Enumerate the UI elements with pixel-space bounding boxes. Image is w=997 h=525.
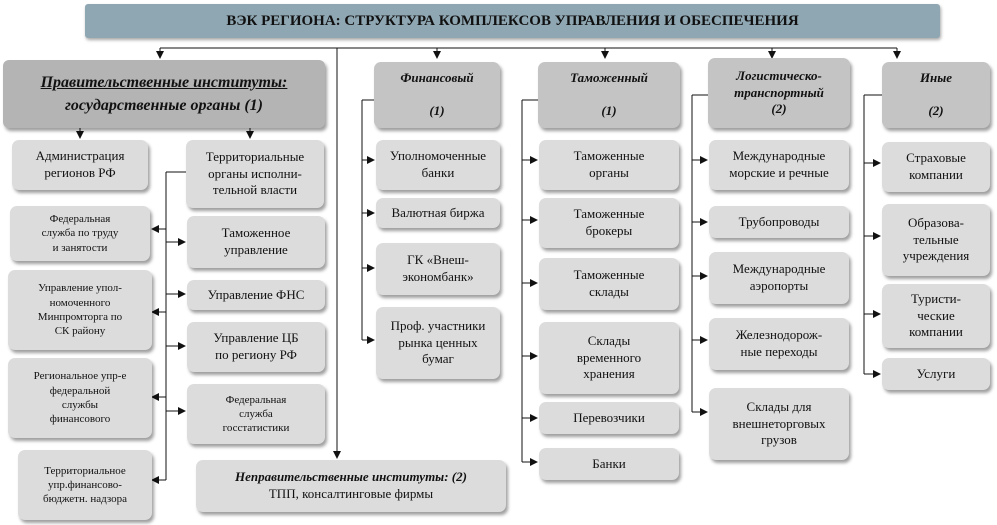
financial-item: Проф. участники рынка ценных бумаг [376, 307, 500, 379]
territorial-bodies-box: Территориальные органы исполни- тельной власти [186, 140, 324, 208]
other-item: Туристи- ческие компании [882, 284, 990, 348]
government-header-line2: государственные органы (1) [64, 97, 263, 114]
logistics-item: Склады для внешнеторговых грузов [709, 388, 849, 460]
complex-other-header: Иные (2) [882, 62, 990, 128]
government-institutions-header [3, 60, 325, 128]
gov-left-item: Региональное упр-е федеральной службы финансового [8, 358, 152, 438]
financial-item: Уполномоченные банки [376, 140, 500, 190]
gov-left-item: Федеральная служба по труду и занятости [10, 206, 150, 261]
complex-customs-header: Таможенный (1) [538, 62, 680, 128]
logistics-item: Железнодорож- ные переходы [709, 318, 849, 370]
non-governmental-title: Неправительственные институты: (2) [235, 469, 467, 485]
territorial-child: Федеральная служба госстатистики [187, 384, 325, 444]
gov-left-item: Территориальное упр.финансово- бюджетн. надзора [18, 450, 152, 520]
diagram-title: ВЭК РЕГИОНА: СТРУКТУРА КОМПЛЕКСОВ УПРАВЛЕНИЯ И ОБЕСПЕЧЕНИЯ [85, 4, 940, 38]
logistics-item: Международные морские и речные [709, 140, 849, 190]
other-item: Образова- тельные учреждения [882, 204, 990, 276]
territorial-child: Управление ЦБ по региону РФ [187, 322, 325, 372]
gov-left-item: Управление упол- номоченного Минпромторга по СК району [8, 270, 152, 350]
complex-financial-header: Финансовый (1) [374, 62, 500, 128]
non-governmental-institutions-box [196, 460, 506, 512]
gov-left-item: Администрация регионов РФ [12, 140, 148, 190]
logistics-item: Международные аэропорты [709, 252, 849, 304]
complex-logistics-header: Логистическо- транспортный (2) [708, 58, 850, 128]
non-governmental-text: ТПП, консалтинговые фирмы [268, 486, 434, 501]
financial-item: ГК «Внеш- экономбанк» [376, 243, 500, 295]
territorial-child: Таможенное управление [187, 216, 325, 268]
logistics-item: Трубопроводы [709, 206, 849, 238]
financial-item: Валютная биржа [376, 198, 500, 228]
customs-item: Таможенные склады [539, 258, 679, 310]
customs-item: Таможенные брокеры [539, 198, 679, 248]
government-header-line1: Правительственные институты: [40, 73, 288, 91]
other-item: Страховые компании [882, 142, 990, 192]
customs-item: Банки [539, 448, 679, 480]
other-item: Услуги [882, 358, 990, 390]
customs-item: Перевозчики [539, 402, 679, 434]
customs-item: Склады временного хранения [539, 322, 679, 394]
customs-item: Таможенные органы [539, 140, 679, 190]
territorial-child: Управление ФНС [187, 280, 325, 310]
